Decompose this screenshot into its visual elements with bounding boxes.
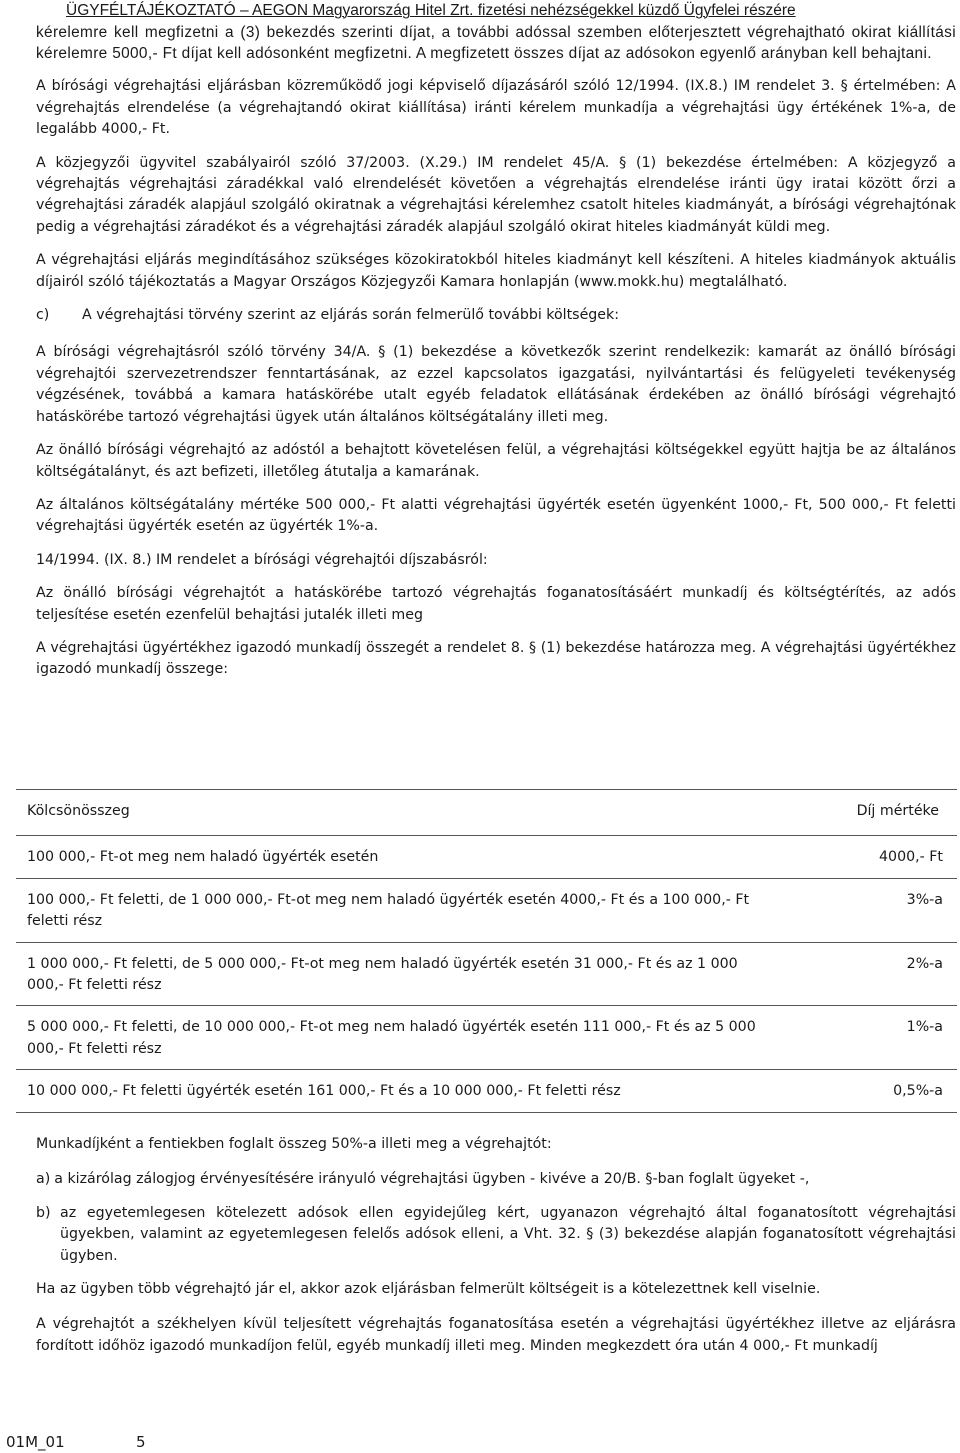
fee-table-header-amount: Kölcsönösszeg (16, 790, 778, 836)
document-header: ÜGYFÉLTÁJÉKOZTATÓ – AEGON Magyarország Hitel Zrt. fizetési nehézségekkel küzdő Ügyfelei részére (66, 2, 796, 19)
fee-table-cell-desc: 5 000 000,- Ft feletti, de 10 000 000,- Ft-ot meg nem haladó ügyérték esetén 111 000,- Ft és az 5 000 000,- Ft feletti rész (16, 1006, 778, 1070)
fee-table-cell-desc: 100 000,- Ft feletti, de 1 000 000,- Ft-ot meg nem haladó ügyérték esetén 4000,- Ft és a 100 000,- Ft feletti rész (16, 878, 778, 942)
table-row (16, 836, 957, 878)
list-item (36, 1203, 956, 1267)
fee-table-cell-fee: 1%-a (778, 1006, 957, 1070)
paragraph-half-fee: Munkadíjként a fentiekben foglalt összeg 50%-a illeti meg a végrehajtót: (36, 1136, 552, 1152)
fee-table (16, 789, 957, 1113)
paragraph-decree-title: 14/1994. (IX. 8.) IM rendelet a bírósági végrehajtói díjszabásról: (36, 551, 488, 568)
paragraph-notary-rules: A közjegyzői ügyvitel szabályairól szóló 37/2003. (X.29.) IM rendelet 45/A. § (1) bekezdése értelmében: A közjegyző a végrehajtás végrehajtási záradékkal való elrendelését követően a végrehajtás elrendelése iránti ügy iratai között őrzi a végrehajtási záradék alapjául szolgáló okiratnak a végrehajtási kérelemhez csatolt hiteles kiadmányát, a bírósági végrehajtónak pedig a végrehajtási záradékot és a végrehajtási záradék alapjául szolgáló okirat hiteles kiadmányát küldi meg. (36, 154, 956, 235)
table-row (16, 1006, 957, 1070)
page-footer (0, 1432, 200, 1453)
list-marker-a: a) (36, 1171, 51, 1188)
table-row (16, 1070, 957, 1112)
fee-table-cell-fee: 3%-a (778, 878, 957, 942)
fee-table-header-row (16, 790, 957, 836)
paragraph-allowance-rate: Az általános költségátalány mértéke 500 000,- Ft alatti végrehajtási ügyérték esetén ügyenként 1000,- Ft, 500 000,- Ft feletti végrehajtási ügyérték esetén az ügyérték 1%-a. (36, 496, 956, 535)
document-code: 01M_01 (6, 1433, 65, 1451)
list-item (36, 1169, 956, 1190)
paragraph-chamber-allowance: A bírósági végrehajtásról szóló törvény 34/A. § (1) bekezdése a következők szerint rendelkezik: kamarát az önálló bírósági végrehajtói szervezetrendszer fenntartásának, az ezzel kapcsolatos igazgatási, nyilvántartási és felügyeleti tevékenység végzésének, továbbá a kamara hatáskörébe utalt egyéb feladatok ellátásának érdekében az önálló bírósági végrehajtó hatáskörébe tartozó végrehajtási ügyek után általános költségátalány illeti meg. (36, 344, 956, 425)
fee-table-cell-desc: 10 000 000,- Ft feletti ügyérték esetén 161 000,- Ft és a 10 000 000,- Ft feletti rész (16, 1070, 778, 1112)
table-row (16, 878, 957, 942)
list-text-b: az egyetemlegesen kötelezett adósok ellen egyidejűleg kért, ugyanazon végrehajtó által foganatosított végrehajtási ügyekben, valamint az egyetemlegesen felelős adósok elleni, a Vht. 32. § (3) bekezdése alapján foganatosított végrehajtási ügyben. (60, 1204, 956, 1264)
paragraph-authentic-copies: A végrehajtási eljárás megindításához szükséges közokiratokból hiteles kiadmányt kell készíteni. A hiteles kiadmányok aktuális díjairól szóló tájékoztatás a Magyar Országos Közjegyzői Kamara honlapján (www.mokk.hu) megtalálható. (36, 252, 956, 290)
paragraph-multiple-bailiffs: Ha az ügyben több végrehajtó jár el, akkor azok eljárásban felmerült költségeit is a kötelezettnek kell viselnie. (36, 1281, 821, 1298)
list-marker-b: b) (36, 1204, 51, 1221)
paragraph-bailiff-fees: Az önálló bírósági végrehajtót a hatáskörébe tartozó végrehajtás foganatosításáért munkadíj és költségtérítés, az adós teljesítése esetén ezenfelül behajtási jutalék illeti meg (36, 585, 956, 623)
fee-table-cell-desc: 1 000 000,- Ft feletti, de 5 000 000,- Ft-ot meg nem haladó ügyérték esetén 31 000,- Ft és az 1 000 000,- Ft feletti rész (16, 942, 778, 1006)
fee-table-cell-desc: 100 000,- Ft-ot meg nem haladó ügyérték esetén (16, 836, 778, 878)
page-number: 5 (136, 1433, 146, 1451)
fee-table-cell-fee: 2%-a (778, 942, 957, 1006)
fee-table-cell-fee: 4000,- Ft (778, 836, 957, 878)
fee-table-header-fee: Díj mértéke (778, 790, 957, 836)
paragraph-lawyer-fee: A bírósági végrehajtási eljárásban közreműködő jogi képviselő díjazásáról szóló 12/1994. (IX.8.) IM rendelet 3. § értelmében: A végrehajtás elrendelése (a végrehajtandó okirat kiállítása) iránti kérelem munkadíja a végrehajtási ügy értékének 1%-a, de legalább 4000,- Ft. (36, 78, 956, 138)
list-text-a: a kizárólag zálogjog érvényesítésére irányuló végrehajtási ügyben - kivéve a 20/B. §-ban foglalt ügyeket -, (54, 1171, 810, 1188)
table-row (16, 942, 957, 1006)
document-body-continued (36, 1134, 956, 1371)
document-body (36, 22, 956, 693)
section-c-text: A végrehajtási törvény szerint az eljárás során felmerülő további költségek: (82, 307, 620, 324)
paragraph-fee-intro: kérelemre kell megfizetni a (3) bekezdés szerinti díjat, a további adóssal szemben előterjesztett végrehajtható okirat kiállítási kérelemre 5000,- Ft díjat kell adósonként megfizetni. A megfizetett összes díjat az adósokon egyenlő arányban kell behajtani. (36, 24, 956, 63)
section-c-heading (36, 305, 956, 326)
paragraph-offsite-fee: A végrehajtót a székhelyen kívül teljesített végrehajtás foganatosítása esetén a végrehajtási ügyértékhez illetve az eljárásra fordított időhöz igazodó munkadíjon felül, egyéb munkadíj illeti meg. Minden megkezdett óra után 4 000,- Ft munkadíj (36, 1316, 956, 1354)
section-c-label: c) (36, 307, 50, 324)
paragraph-bailiff-collection: Az önálló bírósági végrehajtó az adóstól a behajtott követelésen felül, a végrehajtási költségekkel együtt hajtja be az általános költségátalányt, és azt befizeti, illetőleg átutalja a kamarának. (36, 442, 956, 480)
paragraph-fee-basis: A végrehajtási ügyértékhez igazodó munkadíj összegét a rendelet 8. § (1) bekezdése határozza meg. A végrehajtási ügyértékhez igazodó munkadíj összege: (36, 639, 956, 678)
fee-table-cell-fee: 0,5%-a (778, 1070, 957, 1112)
